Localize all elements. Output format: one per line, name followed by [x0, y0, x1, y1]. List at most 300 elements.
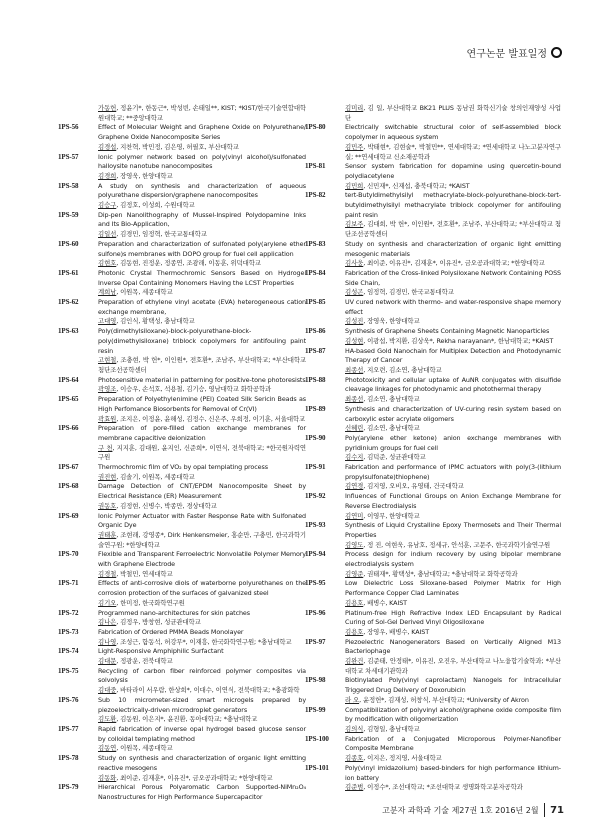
poster-entry [305, 521, 561, 550]
entry-body [98, 550, 306, 579]
presenter-name: 김성진 [345, 317, 364, 326]
entry-body [98, 754, 306, 783]
poster-entry [58, 153, 306, 182]
poster-id: 1PS-73 [58, 627, 79, 636]
section-header [467, 45, 562, 60]
poster-id: 1PS-95 [305, 579, 326, 588]
poster-entry [58, 123, 306, 152]
presenter-name: 김동연 [98, 744, 117, 753]
poster-id: 1PS-64 [58, 375, 79, 384]
entry-body [98, 395, 306, 424]
entry-body [345, 550, 561, 579]
poster-title: Fabrication of Ordered PMMA Beads Monolayer [98, 627, 244, 636]
poster-entry [58, 667, 306, 696]
entry-body [98, 182, 306, 211]
page-number: 71 [550, 804, 564, 816]
poster-entry [58, 424, 306, 463]
authors [345, 259, 561, 269]
poster-entry [58, 647, 306, 666]
poster-entry [305, 764, 561, 793]
coauthors-affiliation: , 김동원, 이은지*, 윤진환, 동아대학교; *충남대학교 [116, 715, 258, 724]
coauthors-affiliation: , 김솔기, 이원목, 세종대학교 [116, 472, 195, 481]
poster-entry [305, 347, 561, 376]
presenter-name: 곽영조 [98, 385, 117, 394]
authors [98, 415, 306, 425]
poster-entry [58, 211, 306, 240]
presenter-name: 김대문 [98, 657, 117, 666]
poster-id: 1PS-99 [305, 705, 326, 714]
poster-title: Fabrication of a Conjugated Microporous Polymer-Nanofiber Composite Membrane [345, 734, 561, 753]
coauthors-affiliation: , 최이준, 이유진*, 김재훈*, 이유진*, 금오공과대학교; *한양대학교 [363, 259, 545, 268]
entry-body [98, 327, 306, 376]
presenter-name: 김동화 [98, 773, 117, 782]
poster-title: Ionic polymer network based on poly(vinyl alcohol)/sulfonated halloysite nanotube nanocomposites [98, 152, 306, 171]
presenter-name: 최종선 [345, 365, 364, 374]
poster-title: Electrically switchable structural color of self-assembled block copolymer in aqueous system [345, 123, 561, 142]
poster-id: 1PS-97 [305, 637, 326, 646]
poster-id: 1PS-58 [58, 181, 79, 190]
poster-id: 1PS-79 [58, 783, 79, 792]
coauthors-affiliation: , 이원목, 세종대학교 [116, 744, 173, 753]
entry-body [345, 676, 561, 705]
presenter-name: 권동호 [98, 501, 117, 510]
presenter-name: 김영준 [345, 569, 364, 578]
presenter-name: 김용호 [345, 627, 364, 636]
coauthors-affiliation: , 김경민, 임정혁, 한국교통대학교 [116, 230, 207, 239]
authors [98, 744, 306, 754]
presenter-name: 김승구 [98, 201, 117, 210]
coauthors-affiliation: , 김대희, 박 헌*, 이인원*, 전호환*, 조남주, 부산대학교; *부산대학교 첨단조선공학센터 [345, 220, 561, 239]
presenter-name: 김성현 [345, 336, 364, 345]
poster-id: 1PS-92 [305, 492, 326, 501]
presenter-name: 김일선 [98, 230, 117, 239]
authors [98, 317, 306, 327]
entry-body [98, 424, 306, 463]
poster-entry [305, 706, 561, 735]
poster-entry [58, 609, 306, 628]
poster-title: Effects of anti-corrosive diols of waterborne polyurethanes on the corrosion protection of the surfaces of galvanized steel [98, 579, 306, 598]
authors [98, 201, 306, 211]
authors [345, 143, 561, 162]
poster-title: Sub 10 micrometer-sized smart microgels prepared by piezoelectrically-driven microdroplet generators [98, 695, 306, 714]
poster-id: 1PS-62 [58, 298, 79, 307]
presenter-name: 가동헌 [98, 104, 117, 112]
entry-body [345, 706, 561, 735]
presenter-name: 고현철 [98, 356, 117, 365]
poster-entry [58, 376, 306, 395]
divider [544, 803, 546, 817]
poster-entry [58, 725, 306, 754]
coauthors-affiliation: , 신민재*, 신재섭, 충북대학교; *KAIST [363, 181, 470, 190]
poster-title: Hierarchical Porous Polyaromatic Carbon Supported-NiMn₂O₄ Nanostructures for High Performance Supercapacitor [98, 783, 306, 801]
circle-icon [551, 47, 562, 58]
coauthors-affiliation: , 장영욱, 한양대학교 [116, 171, 173, 180]
authors [98, 618, 306, 628]
poster-entry [58, 550, 306, 579]
poster-title: Preparation and characterization of sulfonated poly(arylene ether sulfone)s membranes with DOPO group for fuel cell application [98, 239, 306, 258]
entry-body [345, 463, 561, 492]
entry-body [345, 269, 561, 298]
presenter-name: 김기오 [98, 598, 117, 607]
coauthors-affiliation: , 김 일, 부산대학교 BK21 PLUS 동남권 화학신기술 창의인재양성 사업단 [345, 104, 561, 122]
coauthors-affiliation: , 한미정, 한국화학연구원 [116, 598, 185, 607]
poster-entry [305, 550, 561, 579]
poster-id: 1PS-76 [58, 695, 79, 704]
authors [345, 783, 561, 793]
coauthors-affiliation: , 정 진, 여현욱, 유남호, 정세규, 안석훈, 고문주, 한국과학기술연구원 [363, 540, 551, 549]
poster-title: tert-Butyldimethylsilyl methacrylate-block-polyurethane-block-tert-butyldimethylsilyl methacrylate triblock copolymer for antifouling paint resin [345, 191, 561, 219]
poster-title: Fabrication and performance of IPMC actuators with poly(3-(lithium propylsulfonate)thiophene) [345, 463, 561, 481]
entry-body [345, 327, 561, 346]
poster-title: Dip-pen Nanolithography of Mussel-Inspired Polydopamine Inks and Its Bio-Application, [98, 210, 306, 229]
poster-id: 1PS-96 [305, 608, 326, 617]
poster-title: Light-Responsive Amphiphilic Surfactant [98, 647, 224, 656]
poster-id: 1PS-72 [58, 608, 79, 617]
poster-id: 1PS-83 [305, 239, 326, 248]
poster-id: 1PS-101 [305, 763, 329, 772]
poster-title: Fabrication of the Cross-linked Polysiloxane Network Containing POSS Side Chain, [345, 268, 561, 287]
poster-entry [58, 327, 306, 376]
presenter-name: 김경희 [98, 171, 117, 180]
entry-body [98, 482, 306, 511]
entry-body [98, 696, 306, 725]
authors [98, 774, 306, 784]
coauthors-affiliation: , 김인식, 황택성, 충남대학교 [116, 317, 195, 326]
entry-body [98, 240, 306, 269]
presenter-name: 권진현 [98, 472, 117, 481]
poster-id: 1PS-63 [58, 327, 79, 336]
coauthors-affiliation: , 윤정헌*, 김재성, 허창식, 부산대학교; *University of Akron [359, 695, 529, 704]
poster-entry [58, 395, 306, 424]
poster-id: 1PS-60 [58, 239, 79, 248]
authors [345, 220, 561, 239]
coauthors-affiliation: , 김소연, 충남대학교 [363, 424, 420, 433]
authors [345, 541, 561, 551]
poster-entry [305, 240, 561, 269]
poster-id: 1PS-90 [305, 433, 326, 442]
presenter-name: 최종선 [345, 395, 364, 404]
presenter-name: 김나은 [98, 618, 117, 627]
presenter-name: 김보주 [345, 220, 364, 229]
entry-body [98, 463, 306, 482]
poster-title: Poly(arylene ether ketone) anion exchange membranes with pyridinium groups for fuel cell [345, 433, 561, 452]
poster-entry [58, 104, 306, 123]
coauthors-affiliation: , 김정현, 신병수, 박종만, 경상대학교 [116, 501, 217, 510]
entry-body [345, 240, 561, 269]
presenter-name: 김사웅 [345, 259, 364, 268]
presenter-name: 김도환 [98, 715, 117, 724]
entry-body [345, 123, 561, 162]
poster-id: 1PS-78 [58, 754, 79, 763]
poster-id: 1PS-74 [58, 647, 79, 656]
presenter-name: 김민희 [345, 181, 364, 190]
entry-body [98, 269, 306, 298]
coauthors-affiliation: , 김동현, 진정운, 정종연, 조광래, 이동훈, 위덕대학교 [116, 259, 261, 268]
authors [345, 453, 561, 463]
authors [98, 230, 306, 240]
poster-id: 1PS-67 [58, 463, 79, 472]
poster-entry [305, 434, 561, 463]
coauthors-affiliation: , 정광운, 전북대학교 [116, 657, 173, 666]
authors [345, 628, 561, 638]
poster-id: 1PS-80 [305, 123, 326, 132]
presenter-name: 김의식 [345, 725, 364, 733]
coauthors-affiliation: , 박철민, 연세대학교 [116, 569, 173, 578]
poster-entry [305, 405, 561, 434]
poster-id: 1PS-66 [58, 424, 79, 433]
entry-body [98, 647, 306, 666]
entry-body [98, 512, 306, 551]
authors [98, 473, 306, 483]
poster-id [58, 104, 98, 123]
presenter-name: 계희남 [98, 288, 117, 297]
poster-entry [58, 579, 306, 608]
poster-id: 1PS-82 [305, 191, 326, 200]
poster-id: 1PS-81 [305, 162, 326, 171]
entry-body [345, 298, 561, 327]
authors [345, 512, 561, 522]
entry-body [98, 579, 306, 608]
authors [98, 172, 306, 182]
presenter-name: 구 천 [98, 443, 113, 452]
poster-entry [58, 512, 306, 551]
entry-body [345, 609, 561, 638]
authors [345, 424, 561, 434]
coauthors-affiliation: , 지지훈, 김대원, 윤지인, 신준희*, 이연식, 전북대학교; *한국원자력연구원 [98, 443, 307, 462]
poster-id: 1PS-84 [305, 268, 326, 277]
poster-title: Photonic Crystal Thermochromic Sensors Based on Hydrogel Inverse Opal Containing Monomers Having the LCST Properties [98, 268, 306, 287]
presenter-name: 김민주 [345, 142, 364, 151]
presenter-name: 김성곤 [345, 288, 364, 297]
poster-entry [305, 162, 561, 191]
coauthors-affiliation: , 이원목, 세종대학교 [116, 288, 173, 297]
entry-body [98, 211, 306, 240]
authors [98, 715, 306, 725]
presenter-name: 김용호 [345, 598, 364, 607]
poster-entry [58, 463, 306, 482]
presenter-name: 김대중 [98, 686, 117, 695]
presenter-name: 김현호 [98, 259, 117, 268]
poster-title: A study on synthesis and characterization of aqueous polyurethane dispersion/graphene nanocomposites [98, 181, 306, 200]
presenter-name: 김완건 [345, 657, 364, 666]
presenter-name: 김경철 [98, 569, 117, 578]
poster-entry [305, 579, 561, 608]
poster-title: Low Dielectric Loss Siloxane-based Polymer Matrix for High Performance Copper Clad Laminates [345, 579, 561, 598]
poster-id: 1PS-87 [305, 346, 326, 355]
poster-id [305, 104, 345, 123]
authors [345, 482, 561, 492]
poster-entry [305, 327, 561, 346]
poster-title: Poly(dimethylsiloxane)-block-polyurethane-block-poly(dimethylsiloxane) triblock copolymers for antifouling paint resin [98, 327, 306, 355]
poster-entry [305, 104, 561, 123]
presenter-name: 김영도 [345, 540, 364, 549]
poster-entry [58, 754, 306, 783]
entry-body [345, 638, 561, 677]
authors [345, 288, 561, 298]
entry-body [98, 725, 306, 754]
presenter-name: 라 오 [345, 695, 360, 704]
poster-id: 1PS-98 [305, 676, 326, 685]
poster-id: 1PS-100 [305, 734, 329, 743]
poster-title: HA-based Gold Nanochain for Multiplex Detection and Photodynamic Therapy of Cancer [345, 346, 561, 365]
poster-title: Piezoelectric Nanogenerators Based on Vertically Aligned M13 Bacteriophage [345, 637, 561, 656]
poster-title: Synthesis and characterization of UV-curing resin system based on carboxylic ester acrylate oligomers [345, 404, 561, 423]
authors [345, 366, 561, 376]
entry-body [98, 376, 306, 395]
entry-body [98, 783, 306, 802]
poster-id: 1PS-77 [58, 725, 79, 733]
coauthors-affiliation: , 이지은, 정지영, 서울대학교 [363, 754, 442, 763]
coauthors-affiliation: , 이승우, 손석호, 석용철, 김기승, 영남대학교 화학공학과 [116, 385, 272, 394]
poster-entry [58, 482, 306, 511]
authors [98, 444, 306, 463]
coauthors-affiliation: , 김소연, 충남대학교 [363, 395, 420, 404]
presenter-name: 김연경 [345, 482, 364, 491]
coauthors-affiliation: , 지찬혁, 박민정, 김은영, 허필호, 부산대학교 [116, 142, 239, 151]
entry-body [98, 104, 306, 123]
entry-body [345, 191, 561, 240]
entry-body [345, 492, 561, 521]
coauthors-affiliation: , 조지은, 이정윤, 윤해성, 김정수, 신은주, 우희정, 이기훈, 서울대학교 [116, 414, 306, 423]
coauthors-affiliation: , 김정우, 방창현, 성균관대학교 [116, 618, 201, 627]
authors [98, 356, 306, 375]
authors [98, 686, 306, 696]
entry-body [98, 298, 306, 327]
authors [345, 754, 561, 764]
poster-id: 1PS-75 [58, 666, 79, 675]
authors [98, 259, 306, 269]
poster-title: Rapid fabrication of inverse opal hydrogel based glucose sensor by colloidal templating method [98, 725, 306, 743]
poster-entry [58, 240, 306, 269]
authors [345, 337, 561, 347]
presenter-name: 신혜린 [345, 424, 364, 433]
poster-entry [305, 676, 561, 705]
authors [98, 638, 306, 648]
poster-title: Ionic Polymer Actuator with Faster Response Rate with Sulfonated Organic Dye [98, 511, 306, 530]
poster-title: Preparation of ethylene vinyl acetate (EVA) heterogeneous cation exchange membrane, [98, 298, 306, 316]
poster-title: UV cured network with thermo- and water-responsive shape memory effect [345, 298, 561, 316]
poster-entry [305, 191, 561, 240]
poster-title: Sensor system fabrication for dopamine using quercetin-bound polydiacetylene [345, 162, 561, 180]
poster-title: Study on synthesis and characterization of organic light emitting reactive mesogens [98, 754, 306, 772]
poster-id: 1PS-88 [305, 375, 326, 384]
poster-id: 1PS-86 [305, 327, 326, 336]
entry-body [345, 162, 561, 191]
coauthors-affiliation: , 정윤기*, 한동근*, 박성빈, 손태일**, KIST; *KIST/한국기술연합대학원대학교; **중앙대학교 [98, 104, 306, 122]
entry-body [345, 434, 561, 463]
coauthors-affiliation: , 최이준, 김재훈*, 이유진*, 금오공과대학교; *한양대학교 [116, 773, 273, 782]
authors [345, 317, 561, 327]
coauthors-affiliation: , 이광섭, 박지환, 김상욱*, Rekha narayanan*, 한남대학교; *KAIST [363, 336, 554, 345]
coauthors-affiliation: , 김준태, 안정태*, 이유진, 오진우, 부산대학교 나노융합기술학과; *부산대학교 차세대기관학과 [345, 657, 561, 675]
entry-body [98, 609, 306, 628]
authors [98, 570, 306, 580]
presenter-name: 권태훈 [98, 530, 117, 539]
presenter-name: 고대영 [98, 317, 117, 326]
poster-id: 1PS-70 [58, 550, 79, 559]
poster-id: 1PS-59 [58, 210, 79, 219]
poster-id: 1PS-57 [58, 152, 79, 161]
poster-title: Platinum-free High Refractive Index LED Encapsulant by Radical Curing of Sol-Gel Derived Vinyl Oligosiloxane [345, 608, 561, 627]
right-column [305, 104, 561, 793]
coauthors-affiliation: , 이영무, 한양대학교 [363, 511, 420, 520]
journal-info: 고분자 과학과 기술 제27권 1호 2016년 2월 [382, 805, 539, 815]
poster-id: 1PS-94 [305, 550, 326, 559]
section-title: 연구논문 발표일정 [466, 49, 547, 60]
poster-id: 1PS-93 [305, 521, 326, 530]
poster-id: 1PS-85 [305, 298, 326, 307]
presenter-name: 김경섭 [98, 142, 117, 151]
poster-title: Recycling of carbon fiber reinforced polymer composites via solvolysis [98, 666, 306, 685]
poster-title: Phototoxicity and cellular uptake of AuNR conjugates with disulfide cleavage linkages for photodynamic and photothermal therapy [345, 375, 561, 394]
poster-title: Synthesis of Graphene Sheets Containing Magnetic Nanoparticles [345, 327, 550, 336]
poster-title: Programmed nano-architectures for skin patches [98, 608, 250, 617]
coauthors-affiliation: , 장영욱, 한양대학교 [363, 317, 420, 326]
entry-body [345, 521, 561, 550]
poster-title: Synthesis of Liquid Crystalline Epoxy Thermosets and Their Thermal Properties [345, 521, 561, 539]
poster-entry [58, 269, 306, 298]
presenter-name: 김준범 [345, 783, 364, 792]
poster-entry [305, 638, 561, 677]
poster-title: Preparation of pore-filled cation exchange membranes for membrane capacitive deionization [98, 424, 306, 442]
coauthors-affiliation: , 장영우, 배병수, KAIST [363, 627, 430, 636]
entry-body [98, 628, 306, 647]
authors [345, 104, 561, 123]
poster-entry [305, 463, 561, 492]
entry-body [345, 405, 561, 434]
left-column [58, 104, 306, 803]
poster-title: Compatibilization of polyvinyl alcohol/graphene oxide composite film by modification with oligomerization [345, 705, 561, 724]
poster-entry [305, 735, 561, 764]
authors [98, 288, 306, 298]
entry-body [345, 735, 561, 764]
authors [98, 385, 306, 395]
coauthors-affiliation: , 임정혁, 김경민, 한국교통대학교 [363, 288, 454, 297]
poster-entry [305, 298, 561, 327]
entry-body [98, 153, 306, 182]
presenter-name: 곽효원 [98, 414, 117, 423]
authors [345, 570, 561, 580]
poster-title: Thermochromic film of VO₂ by opal templating process [98, 463, 268, 472]
poster-title: Damage Detection of CNT/EPDM Nanocomposite Sheet by Electrical Resistance (ER) Measurement [98, 482, 306, 501]
poster-id: 1PS-56 [58, 123, 79, 132]
entry-body [345, 764, 561, 793]
entry-body [98, 123, 306, 152]
poster-id: 1PS-71 [58, 579, 79, 588]
coauthors-affiliation: , 김지영, 오비오, 유영태, 건국대학교 [363, 482, 464, 491]
poster-title: Study on synthesis and characterization of organic light emitting mesogenic materials [345, 239, 561, 258]
coauthors-affiliation: , 이정수*, 조선대학교; *조선대학교 생명화학고분자공학과 [363, 783, 523, 792]
presenter-name: 김종호 [345, 754, 364, 763]
poster-title: Effect of Molecular Weight and Graphene Oxide on Polyurethane/ Graphene Oxide Nanocomposite Series [98, 123, 306, 142]
presenter-name: 김나영 [98, 637, 117, 646]
entry-body [345, 376, 561, 405]
presenter-name: 김연미 [345, 511, 364, 520]
presenter-name: 김미리 [345, 104, 364, 112]
poster-entry [305, 269, 561, 298]
poster-title: Preparation of Polyethylenimine (PEI) Coated Silk Sericin Beads as High Perfomance Biosorbents for Removal of Cr(VI) [98, 395, 306, 413]
poster-entry [58, 628, 306, 647]
poster-title: Influences of Functional Groups on Anion Exchange Membrane for Reverse Electrodialysis [345, 492, 561, 510]
poster-title: Biotinylated Poly(vinyl caprolactam) Nanogels for Intracellular Triggered Drug Delivery of Doxorubicin [345, 676, 561, 695]
poster-entry [58, 298, 306, 327]
poster-entry [305, 492, 561, 521]
poster-id: 1PS-68 [58, 482, 79, 491]
coauthors-affiliation: , 지오련, 김소연, 충남대학교 [363, 365, 442, 374]
poster-title: Flexible and Transparent Ferroelectric Nonvolatile Polymer Memory with Graphene Electrode [98, 550, 306, 569]
coauthors-affiliation: , 김덕준, 성균관대학교 [363, 453, 426, 462]
coauthors-affiliation: , 조충현, 박 헌*, 이인원*, 전호환*, 조남주, 부산대학교; *부산대학교 첨단조선공학센터 [98, 356, 306, 374]
